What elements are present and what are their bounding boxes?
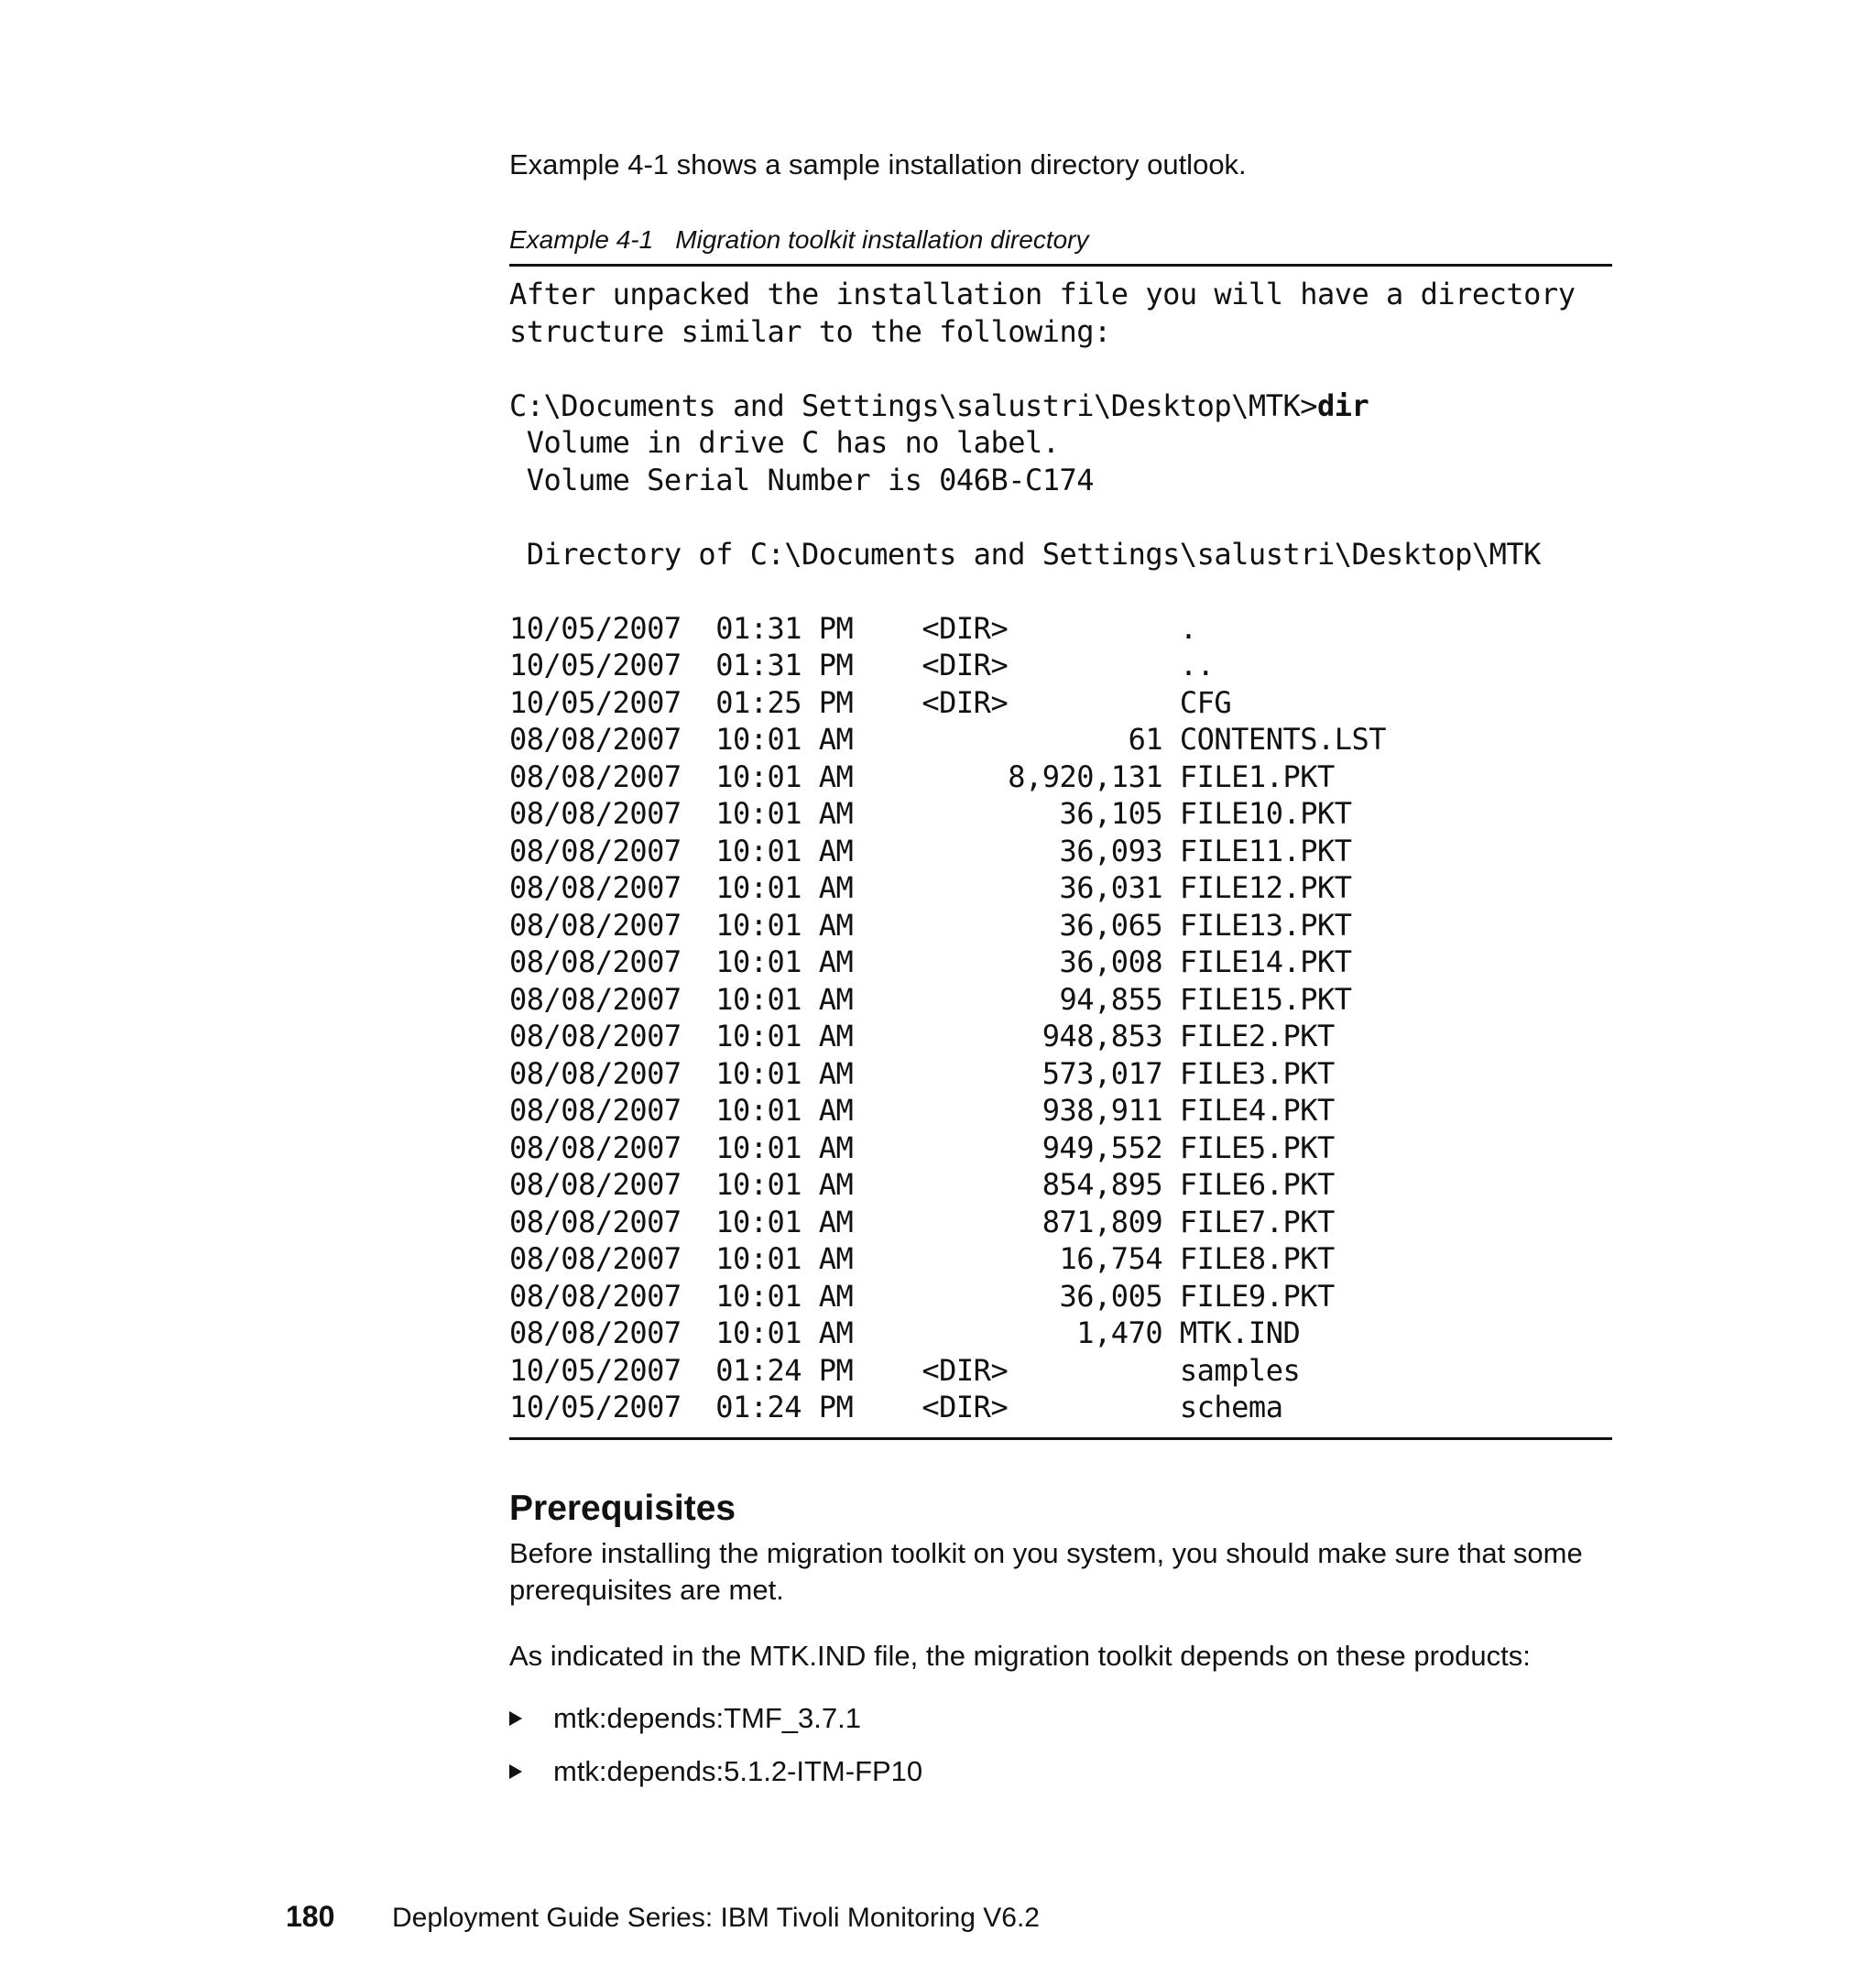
example-number: Example 4-1 bbox=[509, 225, 654, 254]
list-item-text: mtk:depends:TMF_3.7.1 bbox=[553, 1701, 861, 1734]
section-paragraph-1: Before installing the migration toolkit on you system, you should make sure that some prerequisites are met. bbox=[509, 1536, 1583, 1606]
section-heading: Prerequisites bbox=[509, 1488, 736, 1528]
dependency-list bbox=[509, 1700, 1612, 1790]
triangle-bullet-icon bbox=[509, 1764, 522, 1779]
page-content bbox=[509, 137, 1612, 1806]
footer-title: Deployment Guide Series: IBM Tivoli Monitoring V6.2 bbox=[392, 1903, 1040, 1933]
intro-paragraph: Example 4-1 shows a sample installation directory outlook. bbox=[509, 148, 1247, 180]
page-footer bbox=[286, 1900, 1040, 1934]
code-command: dir bbox=[1316, 387, 1369, 423]
list-item bbox=[509, 1700, 1612, 1737]
code-listing bbox=[509, 267, 1612, 1440]
list-item bbox=[509, 1753, 1612, 1790]
list-item-text: mtk:depends:5.1.2-ITM-FP10 bbox=[553, 1754, 923, 1787]
code-post-lines: Volume in drive C has no label. Volume Serial Number is 046B-C174 Directory of C:\Documents and Settings\salustri\Desktop\MTK 10/05/2007 01:31 PM <DIR> . 10/05/2007 01:31 PM <DIR> .. 10/05/2007 01:25 PM <DIR> CFG 08/08/2007 10:01 AM 61 CONTENTS.LST 08/08/2007 10:01 AM 8,920,131 FILE1.PKT 08/08/2007 10:01 AM 36,105 FILE10.PKT 08/08/2007 10:01 AM 36,093 FILE11.PKT 08/08/2007 10:01 AM 36,031 FILE12.PKT 08/08/2007 10:01 AM 36,065 FILE13.PKT 08/08/2007 10:01 AM 36,008 FILE14.PKT 08/08/2007 10:01 AM 94,855 FILE15.PKT 08/08/2007 10:01 AM 948,853 FILE2.PKT 08/08/2007 10:01 AM 573,017 FILE3.PKT 08/08/2007 10:01 AM 938,911 FILE4.PKT 08/08/2007 10:01 AM 949,552 FILE5.PKT 08/08/2007 10:01 AM 854,895 FILE6.PKT 08/08/2007 10:01 AM 871,809 FILE7.PKT 08/08/2007 10:01 AM 16,754 FILE8.PKT 08/08/2007 10:01 AM 36,005 FILE9.PKT 08/08/2007 10:01 AM 1,470 MTK.IND 10/05/2007 01:24 PM <DIR> samples 10/05/2007 01:24 PM <DIR> schema bbox=[509, 425, 1541, 1424]
code-prompt: C:\Documents and Settings\salustri\Desktop\MTK> bbox=[509, 387, 1317, 423]
triangle-bullet-icon bbox=[509, 1711, 522, 1726]
example-caption bbox=[509, 225, 1612, 267]
section-paragraph-2: As indicated in the MTK.IND file, the migration toolkit depends on these products: bbox=[509, 1639, 1531, 1672]
code-pre-lines: After unpacked the installation file you will have a directory structure similar to the following: bbox=[509, 277, 1576, 349]
page-number: 180 bbox=[286, 1900, 335, 1933]
example-title: Migration toolkit installation directory bbox=[675, 225, 1089, 254]
